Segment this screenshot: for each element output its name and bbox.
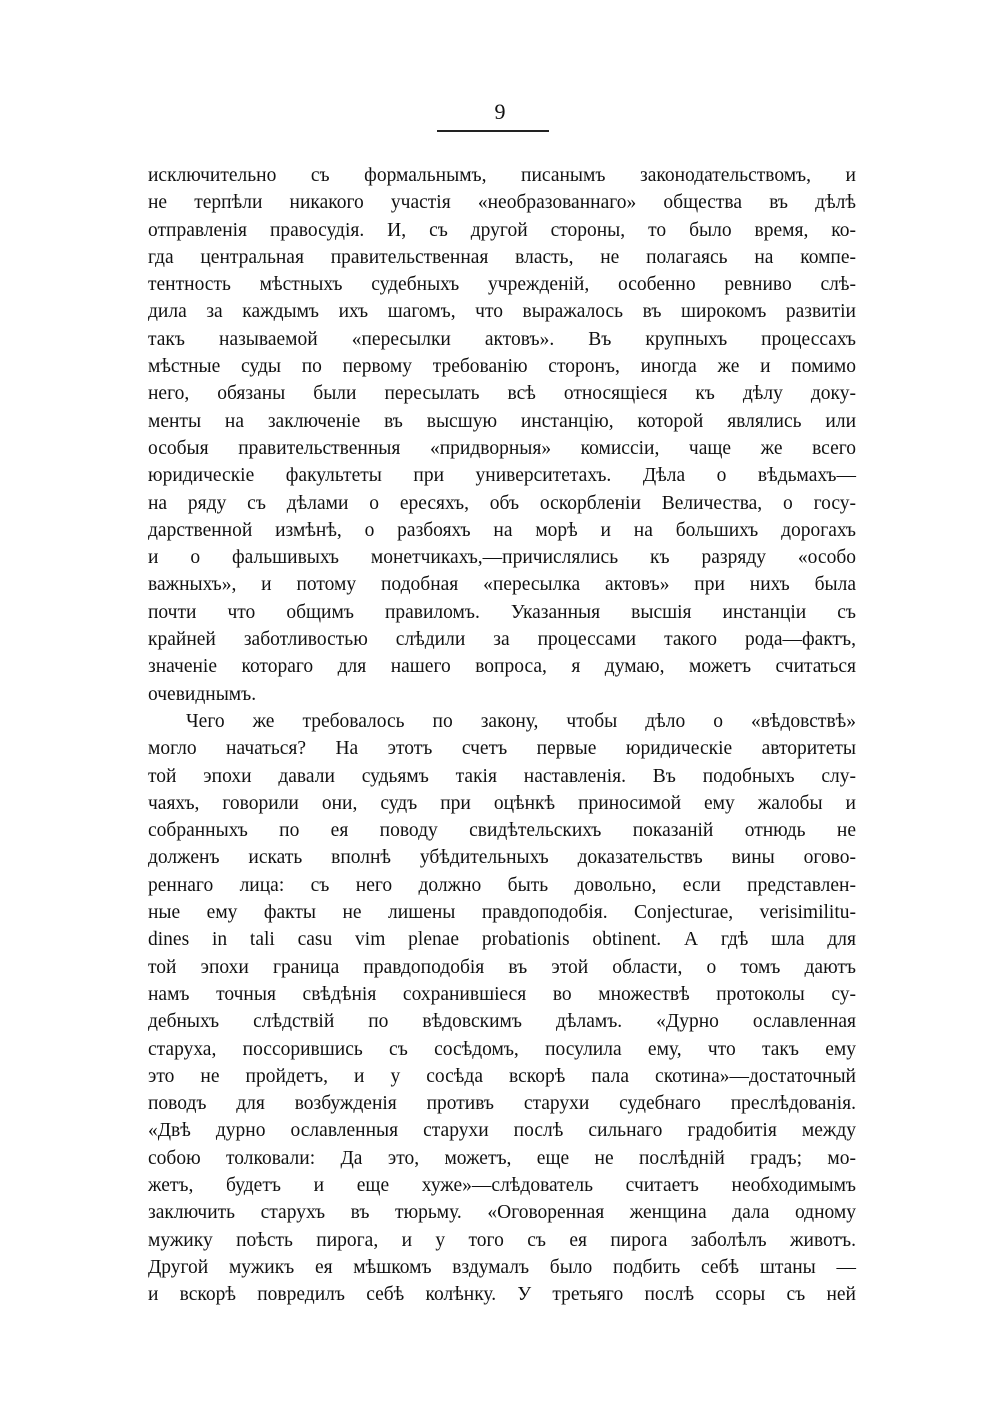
text-line: это не пройдетъ, и у сосѣда вскорѣ пала скотина»—достаточный — [148, 1065, 856, 1087]
text-line: dines in tali casu vim plenae probationis obtinent. А гдѣ шла для — [148, 929, 856, 951]
paragraph-start-line: Чего же требовалось по закону, чтобы дѣло о «вѣдовствѣ» — [186, 710, 856, 732]
paragraph-end-line: очевиднымъ. — [148, 683, 257, 705]
text-line: мужику поѣсть пирога, и у того съ ея пирога заболѣлъ животъ. — [148, 1229, 856, 1251]
text-line: той эпохи граница правдоподобія въ этой области, о томъ даютъ — [148, 956, 856, 978]
text-line: дебныхъ слѣдствій по вѣдовскимъ дѣламъ. «Дурно ославленная — [148, 1011, 856, 1033]
text-line: мѣстные суды по первому требованію сторонъ, иногда же и помимо — [148, 356, 856, 378]
text-line: долженъ искать вполнѣ убѣдительныхъ доказательствъ вины огово- — [148, 847, 856, 869]
text-line: ные ему факты не лишены правдоподобія. Conjecturae, verisimilitu- — [148, 902, 856, 924]
text-line: «Двѣ дурно ославленныя старухи послѣ сильнаго градобитія между — [148, 1120, 856, 1142]
text-line: жетъ, будетъ и еще хуже»—слѣдователь считаетъ необходимымъ — [148, 1174, 856, 1196]
body-text — [148, 162, 856, 1308]
page-number: 9 — [494, 99, 506, 124]
text-line: значеніе котораго для нашего вопроса, я думаю, можетъ считаться — [148, 656, 856, 678]
text-line: менты на заключеніе въ высшую инстанцію, которой являлись или — [148, 410, 856, 432]
text-line: могло начаться? На этотъ счетъ первые юридическіе авторитеты — [148, 738, 856, 760]
text-line: собранныхъ по ея поводу свидѣтельскихъ показаній отнюдь не — [148, 820, 856, 842]
text-line: на ряду съ дѣлами о ересяхъ, объ оскорбленіи Величества, о госу- — [148, 492, 856, 514]
text-line: поводъ для возбужденія противъ старухи судебнаго преслѣдованія. — [148, 1093, 856, 1115]
text-line: тентность мѣстныхъ судебныхъ учрежденій, особенно ревниво слѣ- — [148, 274, 856, 296]
text-line: особыя правительственныя «придворныя» комиссіи, чаще же всего — [148, 437, 856, 459]
text-line: старуха, поссорившись съ сосѣдомъ, посулила ему, что такъ ему — [148, 1038, 856, 1060]
text-line: и вскорѣ повредилъ себѣ колѣнку. У третьяго послѣ ссоры съ ней — [148, 1284, 856, 1306]
text-line: юридическіе факультеты при университетахъ. Дѣла о вѣдьмахъ— — [148, 465, 856, 487]
text-line: такъ называемой «пересылки актовъ». Въ крупныхъ процессахъ — [148, 328, 856, 350]
text-line: крайней заботливостью слѣдили за процессами такого рода—фактъ, — [148, 629, 856, 651]
header-rule — [437, 130, 549, 132]
text-line: заключить старухъ въ тюрьму. «Оговоренная женщина дала одному — [148, 1202, 856, 1224]
text-line: отправленія правосудія. И, съ другой стороны, то было время, ко- — [148, 219, 856, 241]
text-line: и о фальшивыхъ монетчикахъ,—причислялись къ разряду «особо — [148, 547, 856, 569]
text-line: Другой мужикъ ея мѣшкомъ вздумалъ было подбить себѣ штаны — — [148, 1256, 856, 1278]
text-line: него, обязаны были пересылать всѣ относящіеся къ дѣлу доку- — [148, 383, 856, 405]
text-line: чаяхъ, говорили они, судъ при оцѣнкѣ приносимой ему жалобы и — [148, 792, 856, 814]
text-line: реннаго лица: съ него должно быть довольно, если представлен- — [148, 874, 856, 896]
text-line: намъ точныя свѣдѣнія сохранившіеся во множествѣ протоколы су- — [148, 983, 856, 1005]
text-line: той эпохи давали судьямъ такія наставленія. Въ подобныхъ слу- — [148, 765, 856, 787]
text-line: важныхъ», и потому подобная «пересылка актовъ» при нихъ была — [148, 574, 856, 596]
text-line: почти что общимъ правиломъ. Указанныя высшія инстанціи съ — [148, 601, 856, 623]
text-line: гда центральная правительственная власть, не полагаясь на компе- — [148, 246, 856, 268]
text-line: не терпѣли никакого участія «необразованнаго» общества въ дѣлѣ — [148, 192, 856, 214]
text-line: дила за каждымъ ихъ шагомъ, что выражалось въ широкомъ развитіи — [148, 301, 856, 323]
text-line: исключительно съ формальнымъ, писанымъ законодательствомъ, и — [148, 165, 856, 186]
text-line: дарственной измѣнѣ, о разбояхъ на морѣ и на большихъ дорогахъ — [148, 519, 856, 541]
text-line: собою толковали: Да это, можетъ, еще не послѣдній градъ; мо- — [148, 1147, 856, 1169]
